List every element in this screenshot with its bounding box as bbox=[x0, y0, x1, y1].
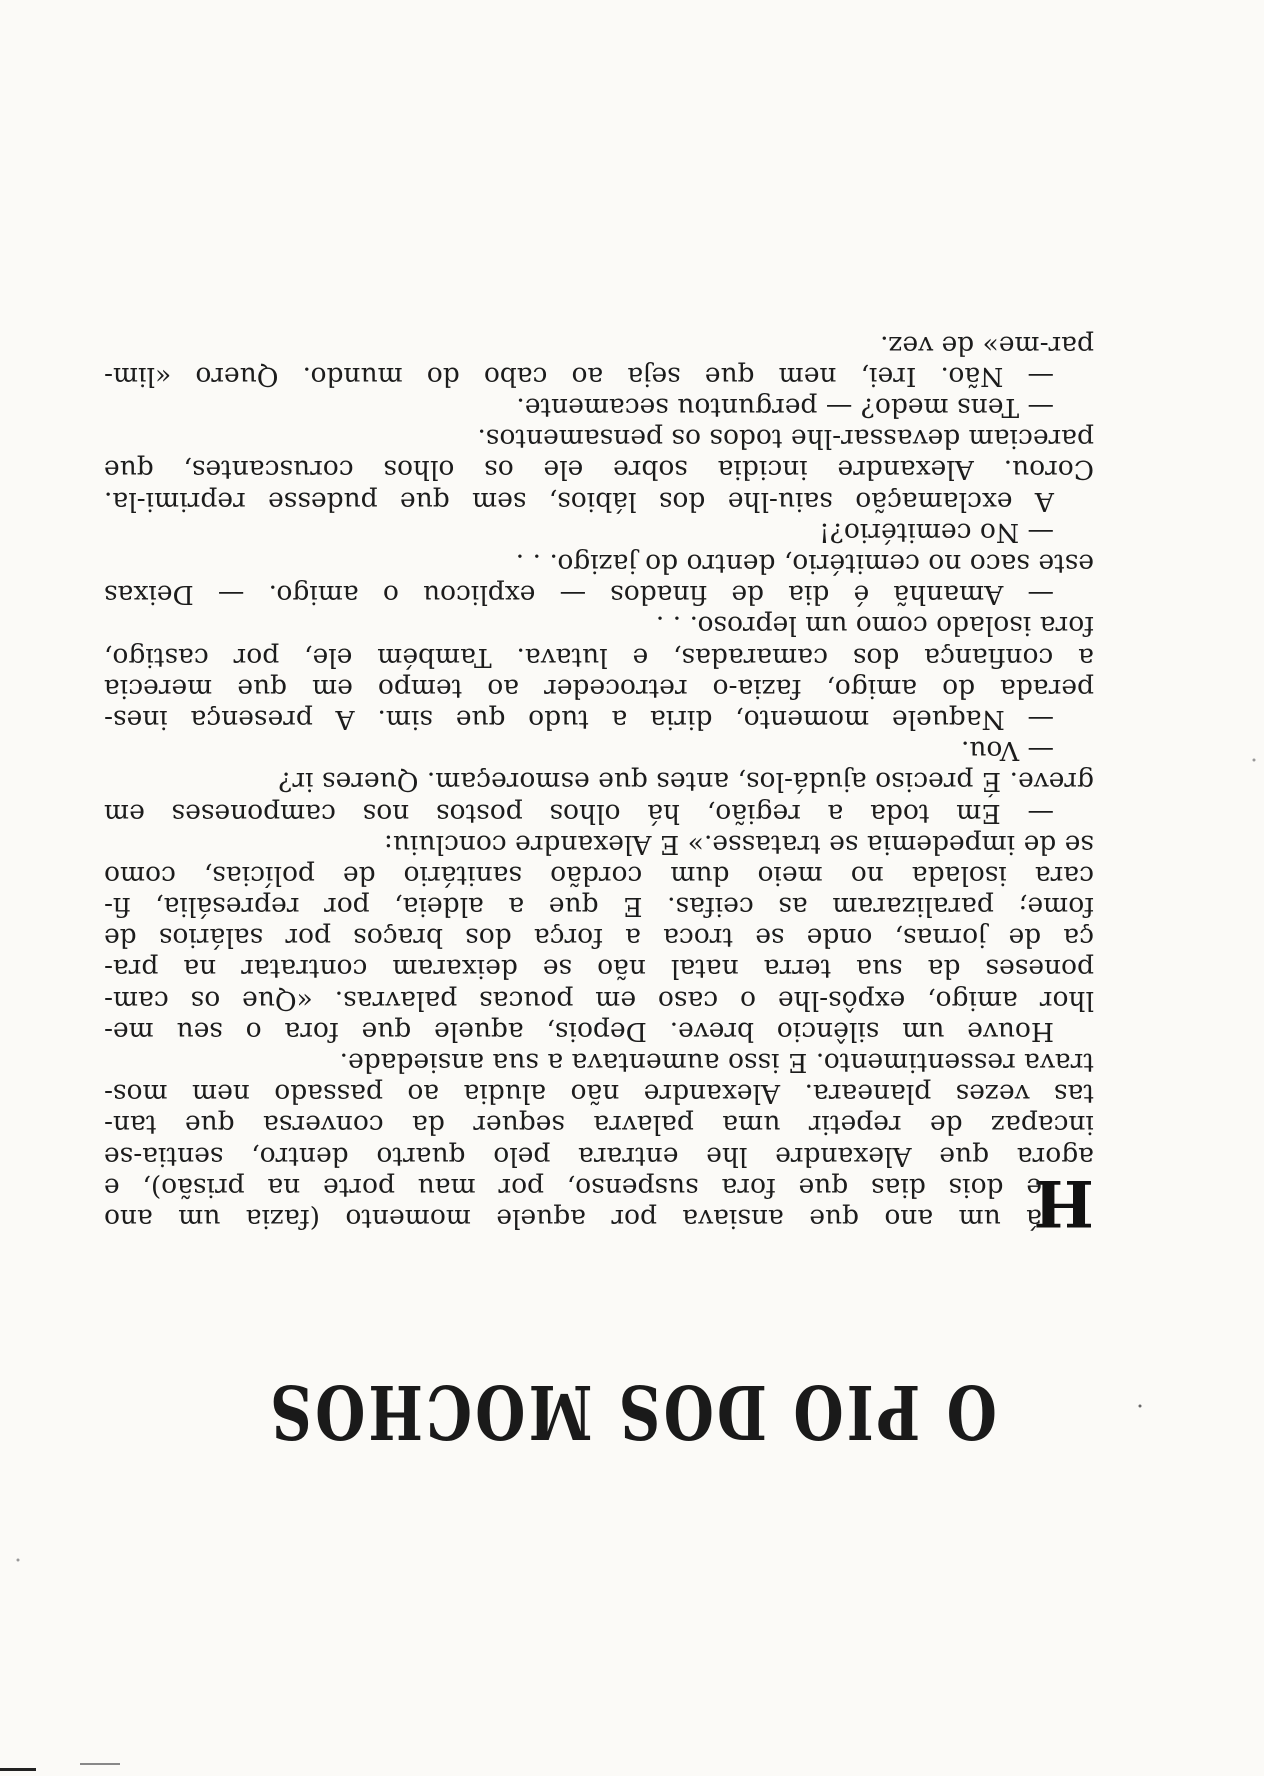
text-line bbox=[104, 423, 1094, 454]
text-line bbox=[104, 1078, 1094, 1109]
text-line-content: — Não. Irei, nem que seja ao cabo do mundo. Quero «lim- bbox=[104, 360, 1054, 392]
text-line-content: — No cemitério?! bbox=[819, 516, 1054, 548]
text-line bbox=[104, 1047, 1094, 1078]
text-line-content: par-me» de vez. bbox=[880, 329, 1094, 361]
drop-cap: H bbox=[1033, 1165, 1094, 1240]
text-line-content: Corou. Alexandre incidia sobre ele os olhos coruscantes, que bbox=[104, 454, 1094, 486]
text-line-content: greve. É preciso ajudá-los, antes que esmoreçam. Queres ir? bbox=[278, 766, 1094, 798]
text-line-content: fora isolado como um leproso. . . bbox=[655, 610, 1094, 642]
text-line bbox=[104, 392, 1094, 423]
text-line-content: lhor amigo, expôs-lhe o caso em poucas palavras. «Que os cam- bbox=[104, 984, 1094, 1016]
text-line-content: este saco no cemitério, dentro do jazigo. . . bbox=[515, 548, 1094, 580]
text-line bbox=[104, 829, 1094, 860]
text-line-content: pareciam devassar-lhe todos os pensamentos. bbox=[477, 423, 1094, 455]
text-line bbox=[104, 641, 1094, 672]
text-line-content: — Tens medo? — perguntou secamente. bbox=[516, 392, 1054, 424]
text-line-content: — Naquele momento, diria a tudo que sim. A presença ines- bbox=[104, 704, 1054, 735]
text-line bbox=[104, 610, 1094, 641]
text-line bbox=[104, 891, 1094, 922]
text-line-content: trava ressentimento. E isso aumentava a sua ansiedade. bbox=[339, 1047, 1094, 1079]
text-line-content: incapaz de repetir uma palavra sequer da conversa que tan- bbox=[104, 1109, 1094, 1141]
text-line bbox=[104, 517, 1094, 548]
text-line-content: ça de jornas, onde se troca a força dos braços por salários de bbox=[104, 922, 1094, 954]
text-line bbox=[104, 704, 1094, 735]
text-line bbox=[104, 766, 1094, 797]
text-line-content: e dois dias que fora suspenso, por mau porte na prisão), e bbox=[104, 1171, 1042, 1203]
text-line bbox=[104, 735, 1094, 766]
text-line bbox=[104, 1016, 1094, 1047]
text-line-content: se de impedemia se tratasse.» E Alexandre concluiu: bbox=[383, 828, 1094, 860]
text-line-content: — Em toda a região, há olhos postos nos camponeses em bbox=[104, 797, 1054, 829]
text-line bbox=[104, 330, 1094, 361]
text-line-content: perada do amigo, fazia-o retroceder ao tempo em que merecia bbox=[104, 672, 1094, 704]
text-line-content: poneses da sua terra natal não se deixaram contratar na pra- bbox=[104, 953, 1094, 985]
text-line-content: cara isolada no meio dum cordão sanitário de polícias, como bbox=[104, 859, 1094, 891]
text-line bbox=[104, 673, 1094, 704]
text-line-content: A exclamação saiu-lhe dos lábios, sem que pudesse reprimi-la. bbox=[104, 485, 1054, 517]
text-line bbox=[104, 579, 1094, 610]
text-line-content: — Amanhã é dia de finados — explicou o amigo. — Deixas bbox=[104, 579, 1054, 611]
text-line bbox=[104, 454, 1094, 485]
text-line-content: — Vou. bbox=[960, 735, 1054, 767]
text-line-content: á um ano que ansiava por aquele momento (fazia um ano bbox=[104, 1203, 1042, 1234]
text-line bbox=[104, 361, 1094, 392]
text-line bbox=[104, 797, 1094, 828]
text-line bbox=[104, 548, 1094, 579]
text-line-content: tas vezes planeara. Alexandre não aludia ao passado nem mos- bbox=[104, 1078, 1094, 1110]
text-line-content: Houve um silêncio breve. Depois, aquele que fora o seu me- bbox=[104, 1015, 1054, 1047]
text-line bbox=[104, 985, 1094, 1016]
text-line-content: agora que Alexandre lhe entrara pelo quarto dentro, sentia-se bbox=[104, 1140, 1094, 1172]
body-text bbox=[104, 329, 1094, 1240]
text-line-content: a confiança dos camaradas, e lutava. Também ele, por castigo, bbox=[104, 641, 1094, 673]
text-line bbox=[104, 953, 1094, 984]
text-line bbox=[104, 1109, 1094, 1140]
text-line bbox=[104, 486, 1094, 517]
text-line bbox=[104, 922, 1094, 953]
chapter-title: O PIO DOS MOCHOS bbox=[267, 1368, 997, 1454]
text-line bbox=[104, 860, 1094, 891]
text-line bbox=[104, 1172, 1094, 1203]
text-line bbox=[104, 1140, 1094, 1171]
text-line-content: fome; paralizaram as ceifas. E que a aldeia, por represália, fi- bbox=[104, 891, 1094, 923]
